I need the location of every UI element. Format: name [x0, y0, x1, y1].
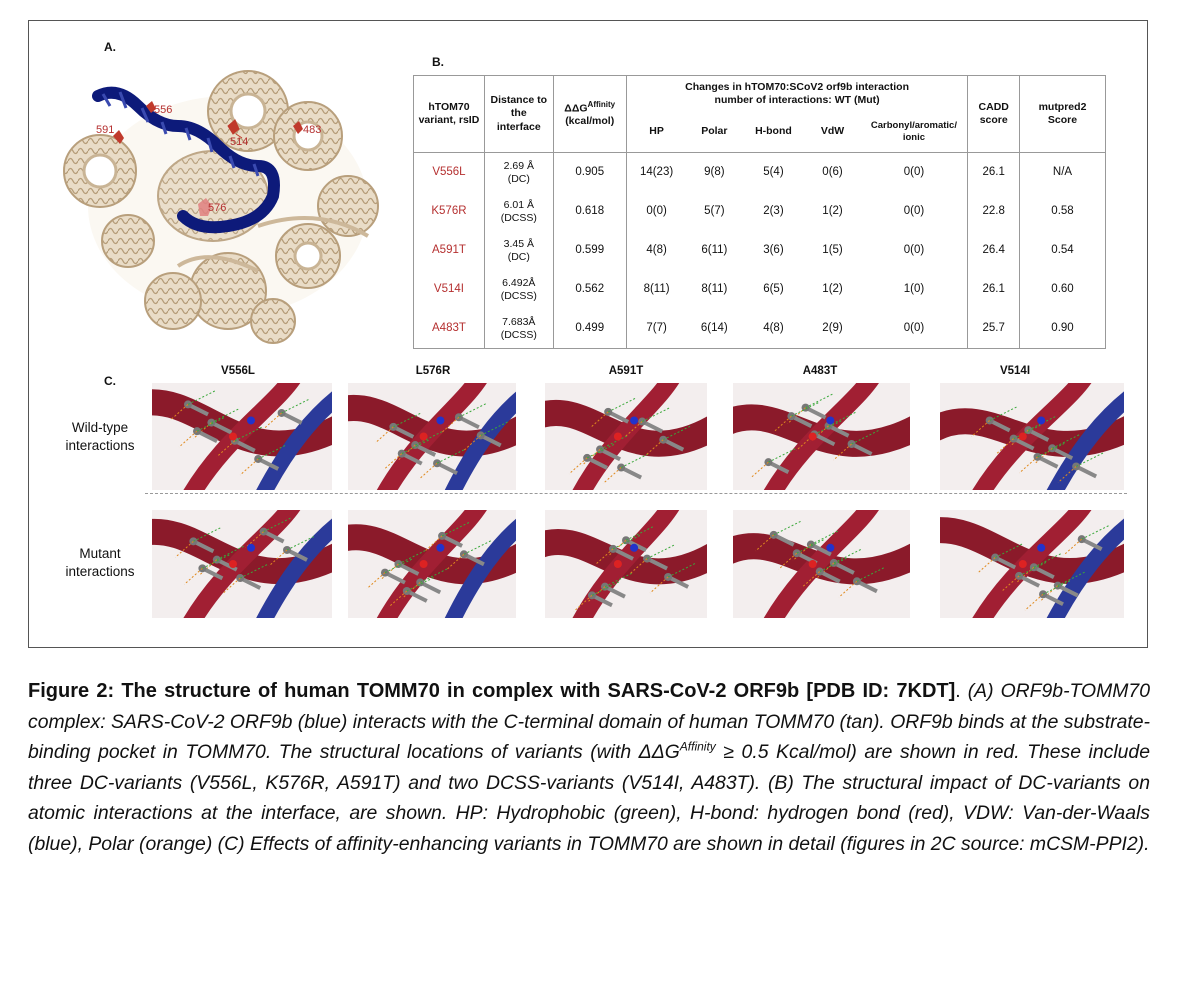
- cell-distance-type: (DCSS): [500, 328, 537, 341]
- caption-lead: Figure 2: [28, 680, 108, 702]
- cell-ddg: 0.499: [553, 309, 626, 349]
- header-changes-sub: number of interactions: WT (Mut): [714, 94, 880, 106]
- cell-polar: 8(11): [701, 282, 728, 295]
- cell-polar: 6(11): [701, 243, 728, 256]
- residue-label: 483: [303, 124, 322, 136]
- cell-cadd: 25.7: [968, 309, 1020, 349]
- panel-a-label: A.: [104, 40, 116, 54]
- header-distance: Distance to the interface: [484, 76, 553, 153]
- column-title: L576R: [415, 365, 451, 377]
- cell-hbond: 4(8): [742, 309, 804, 349]
- residue-label: 576: [208, 202, 227, 214]
- header-hp: HP: [626, 112, 686, 153]
- row-label-mut-line2: interactions: [65, 563, 135, 579]
- column-title: V556L: [221, 365, 255, 377]
- header-hbond: H-bond: [742, 112, 804, 153]
- mutant-interaction-image: [940, 510, 1124, 618]
- header-variant: hTOM70 variant, rsID: [414, 76, 485, 153]
- cell-hp: 4(8): [646, 243, 667, 256]
- cell-distance-value: 3.45 Å: [503, 238, 534, 251]
- table-row: [414, 153, 1106, 193]
- header-ddg: [553, 76, 626, 153]
- structure-drawing: [58, 56, 398, 346]
- cell-vdw: 2(9): [805, 309, 861, 349]
- mutant-interaction-image: [348, 510, 516, 618]
- residue-label: 591: [96, 124, 115, 136]
- header-vdw: VdW: [805, 112, 861, 153]
- figure-caption: [28, 676, 1150, 860]
- table-row: [414, 270, 1106, 309]
- residue-label: 556: [154, 104, 173, 116]
- cell-mutpred: 0.60: [1019, 270, 1105, 309]
- cell-distance: [484, 309, 553, 349]
- table-row: [414, 192, 1106, 231]
- wild-type-interaction-image: [348, 383, 516, 490]
- row-label-mut-line1: Mutant: [79, 546, 121, 561]
- cell-distance-value: 7.683Å: [502, 316, 536, 329]
- cell-carbonyl: 0(0): [860, 153, 967, 193]
- cell-mutpred: 0.58: [1019, 192, 1105, 231]
- cell-vdw: 1(2): [822, 204, 843, 217]
- cell-polar: 9(8): [704, 165, 725, 178]
- cell-carbonyl: 0(0): [860, 309, 967, 349]
- cell-mutpred: N/A: [1019, 153, 1105, 193]
- column-title: V514I: [999, 365, 1031, 377]
- header-carbonyl: Carbonyl/aromatic/ ionic: [860, 112, 967, 153]
- column-title: A591T: [608, 365, 644, 377]
- variant-table-panel: [413, 75, 1106, 349]
- cell-variant: A591T: [414, 231, 485, 270]
- cell-vdw: 0(6): [822, 165, 843, 178]
- mutant-interaction-image: [545, 510, 707, 618]
- cell-variant: A483T: [414, 309, 485, 349]
- wild-type-interaction-image: [152, 383, 332, 490]
- column-title: A483T: [802, 365, 838, 377]
- cell-distance-value: 6.01 Å: [503, 199, 534, 212]
- row-label-wt-line1: Wild-type: [71, 420, 129, 435]
- caption-sup: Affinity: [679, 739, 716, 754]
- cell-distance-type: (DC): [507, 172, 530, 185]
- caption-body-2: ≥ 0.5 Kcal/mol) are shown in red. These include three DC-variants (V556L, K576R, A591T) and two DCSS-variants (V514I, A483T). (B) The structural impact of DC-variants on atomic interactions at the interface, are shown. HP: Hydrophobic (green), H-bond: hydrogen bond (red), VDW: Van-der-Waals (blue), Polar (orange) (C) Effects of affinity-enhancing variants in TOMM70 are shown in detail (figures in 2C source: mCSM-PPI2).: [28, 741, 1150, 855]
- cell-mutpred: 0.90: [1019, 309, 1105, 349]
- cell-mutpred: 0.54: [1019, 231, 1105, 270]
- residue-label: 514: [230, 136, 249, 148]
- row-label-wt-line2: interactions: [65, 437, 135, 453]
- row-label-wild-type: [45, 419, 155, 454]
- cell-distance-type: (DCSS): [500, 211, 537, 224]
- table-body: [414, 153, 1106, 349]
- cell-hp: 14(23): [639, 165, 674, 178]
- header-cadd: CADD score: [968, 76, 1020, 153]
- row-label-mutant: [45, 545, 155, 580]
- cell-cadd: 22.8: [968, 192, 1020, 231]
- cell-distance: [484, 192, 553, 231]
- cell-ddg: 0.618: [553, 192, 626, 231]
- cell-hbond: 6(5): [763, 282, 784, 295]
- table-row: [414, 309, 1106, 349]
- protein-structure-image: [58, 56, 398, 346]
- cell-hbond: 3(6): [763, 243, 784, 256]
- cell-hp: 8(11): [643, 282, 670, 295]
- cell-distance-value: 2.69 Å: [503, 160, 534, 173]
- cell-ddg: 0.905: [553, 153, 626, 193]
- cell-distance-type: (DC): [507, 250, 530, 263]
- cell-distance-type: (DCSS): [500, 289, 537, 302]
- header-polar: Polar: [686, 112, 742, 153]
- row-separator: [145, 493, 1127, 494]
- cell-polar: 5(7): [704, 204, 725, 217]
- caption-period: .: [955, 680, 961, 702]
- cell-distance: [484, 270, 553, 309]
- cell-variant: K576R: [414, 192, 485, 231]
- cell-hbond: 5(4): [763, 165, 784, 178]
- caption-body-1: (A) ORF9b-TOMM70 complex: SARS-CoV-2 ORF9b (blue) interacts with the C-terminal domain of human TOMM70 (tan). ORF9b binds at the substrate-binding pocket in TOMM70. The structural locations of variants (with ΔΔG: [28, 680, 1151, 764]
- cell-distance-value: 6.492Å: [502, 277, 536, 290]
- wild-type-interaction-image: [940, 383, 1124, 490]
- cell-variant: V556L: [414, 153, 485, 193]
- cell-variant: V514I: [414, 270, 485, 309]
- table-row: [414, 231, 1106, 270]
- cell-cadd: 26.4: [968, 231, 1020, 270]
- header-mutpred: mutpred2 Score: [1019, 76, 1105, 153]
- mutant-interaction-image: [733, 510, 910, 618]
- cell-hp: 7(7): [626, 309, 686, 349]
- variant-table: [413, 75, 1106, 349]
- cell-hbond: 2(3): [763, 204, 784, 217]
- cell-cadd: 26.1: [968, 270, 1020, 309]
- cell-distance: [484, 231, 553, 270]
- cell-hp: 0(0): [646, 204, 667, 217]
- header-changes: [626, 76, 968, 113]
- cell-polar: 6(14): [686, 309, 742, 349]
- panel-b-label: B.: [432, 55, 444, 69]
- cell-vdw: 1(2): [822, 282, 843, 295]
- header-ddg-unit: (kcal/mol): [565, 115, 615, 128]
- cell-distance: [484, 153, 553, 193]
- mutant-interaction-image: [152, 510, 332, 618]
- header-ddg-sup: Affinity: [587, 99, 616, 109]
- cell-ddg: 0.599: [553, 231, 626, 270]
- header-changes-title: Changes in hTOM70:SCoV2 orf9b interaction: [685, 80, 909, 93]
- panel-c-label: C.: [104, 374, 116, 388]
- cell-ddg: 0.562: [553, 270, 626, 309]
- wild-type-interaction-image: [545, 383, 707, 490]
- wild-type-interaction-image: [733, 383, 910, 490]
- cell-carbonyl: 1(0): [860, 270, 967, 309]
- caption-title: : The structure of human TOMM70 in complex with SARS-CoV-2 ORF9b [PDB ID: 7KDT]: [107, 680, 956, 702]
- header-ddg-symbol: ΔΔG: [564, 102, 588, 115]
- cell-carbonyl: 0(0): [860, 192, 967, 231]
- cell-carbonyl: 0(0): [860, 231, 967, 270]
- cell-vdw: 1(5): [822, 243, 843, 256]
- cell-cadd: 26.1: [968, 153, 1020, 193]
